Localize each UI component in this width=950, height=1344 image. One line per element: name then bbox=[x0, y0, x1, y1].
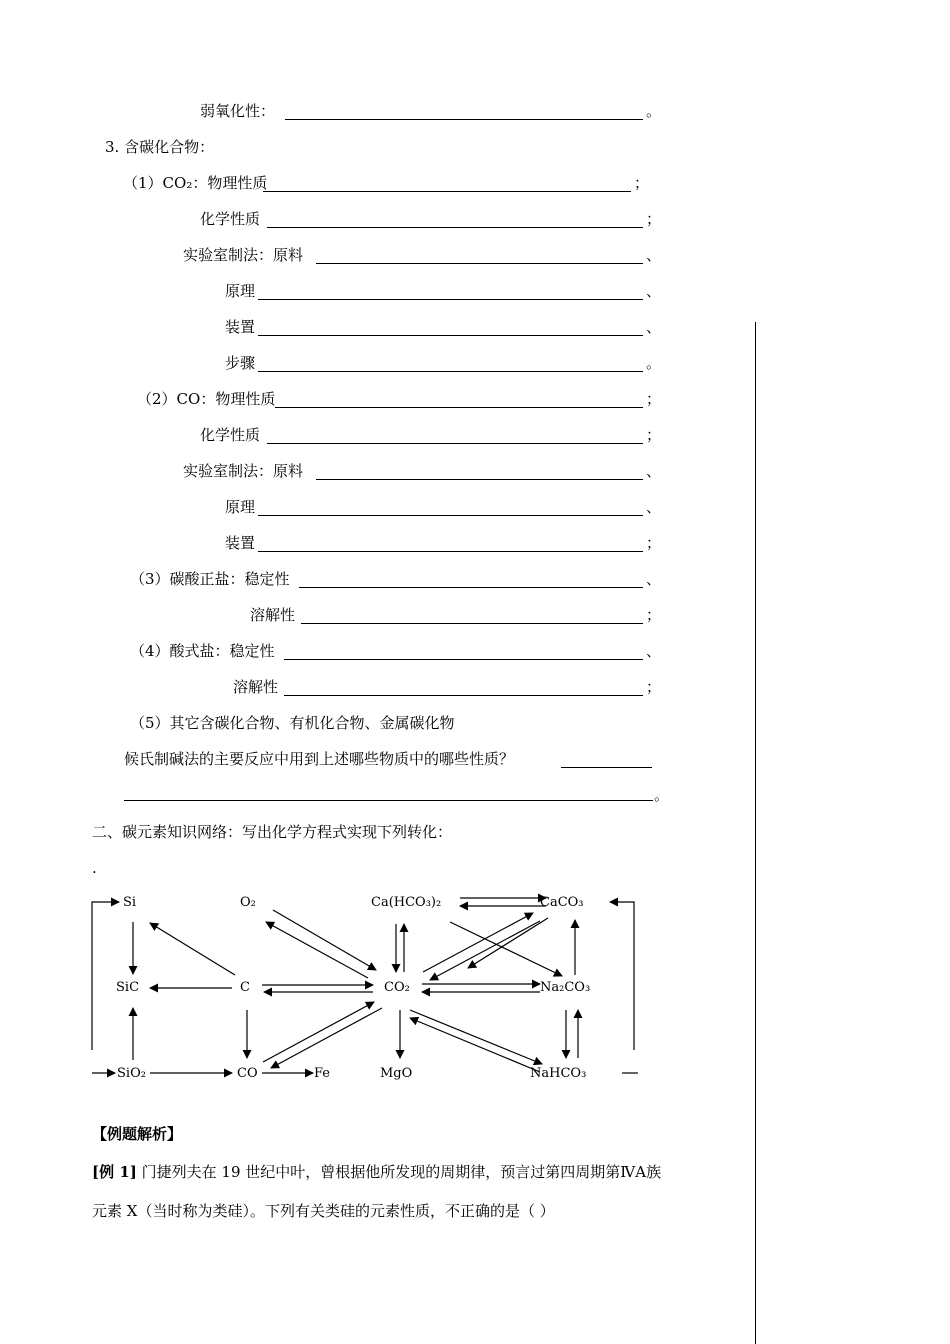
node-mgo: MgO bbox=[380, 1066, 413, 1081]
arrow-co2-co bbox=[271, 1008, 382, 1068]
arrow-co2-nahco3 bbox=[410, 1010, 542, 1064]
arrow-loop-to-caco3 bbox=[610, 902, 634, 1050]
co-chemical-label: 化学性质 bbox=[200, 426, 261, 444]
arrow-co2-o2 bbox=[266, 922, 368, 978]
pause-mark: 、 bbox=[646, 642, 662, 660]
semicolon-mark: ； bbox=[646, 678, 662, 696]
hou-question-text: 候氏制碱法的主要反应中用到上述哪些物质中的哪些性质？ bbox=[124, 750, 515, 768]
section-3-heading: 3. 含碳化合物： bbox=[105, 138, 215, 156]
semicolon-mark: ； bbox=[646, 210, 662, 228]
co2-chemical-label: 化学性质 bbox=[200, 210, 261, 228]
period-mark: 。 bbox=[654, 786, 670, 804]
pause-mark: 、 bbox=[646, 282, 662, 300]
node-co2: CO₂ bbox=[384, 980, 410, 995]
carbonate-stability-label: （3）碳酸正盐：稳定性 bbox=[130, 570, 290, 588]
section-network-heading: 二、碳元素知识网络：写出化学方程式实现下列转化： bbox=[92, 823, 453, 841]
example-heading: 【例题解析】 bbox=[92, 1125, 183, 1143]
pause-mark: 、 bbox=[646, 570, 662, 588]
node-sic: SiC bbox=[116, 980, 140, 995]
arrow-nahco3-co2 bbox=[410, 1018, 540, 1072]
period-mark: 。 bbox=[646, 102, 662, 120]
bicarbonate-solubility-label: 溶解性 bbox=[233, 678, 279, 696]
arrow-caco3-cross bbox=[468, 918, 548, 968]
arrow-loop-to-si bbox=[92, 902, 119, 1050]
semicolon-mark: ； bbox=[646, 426, 662, 444]
arrow-o2-co2 bbox=[273, 910, 376, 970]
co2-lab-material-label: 实验室制法：原料 bbox=[183, 246, 304, 264]
carbonate-solubility-label: 溶解性 bbox=[250, 606, 296, 624]
bicarbonate-stability-label: （4）酸式盐：稳定性 bbox=[130, 642, 275, 660]
node-si: Si bbox=[123, 895, 137, 910]
co2-principle-label: 原理 bbox=[225, 282, 256, 300]
semicolon-mark: ； bbox=[646, 390, 662, 408]
pause-mark: 、 bbox=[646, 246, 662, 264]
co-principle-label: 原理 bbox=[225, 498, 256, 516]
node-c: C bbox=[240, 980, 250, 995]
pause-mark: 、 bbox=[646, 318, 662, 336]
node-fe: Fe bbox=[314, 1066, 331, 1081]
node-nahco3: NaHCO₃ bbox=[530, 1066, 587, 1081]
other-compounds-label: （5）其它含碳化合物、有机化合物、金属碳化物 bbox=[130, 714, 455, 732]
arrow-caco3-co2 bbox=[430, 921, 540, 980]
arrow-co-co2 bbox=[263, 1002, 374, 1062]
period-mark: 。 bbox=[646, 354, 662, 372]
semicolon-mark: ； bbox=[646, 534, 662, 552]
stray-dot: . bbox=[92, 859, 97, 877]
co2-steps-label: 步骤 bbox=[225, 354, 256, 372]
example-1-text: 门捷列夫在 19 世纪中叶，曾根据他所发现的周期律，预言过第四周期第ⅣA族 bbox=[141, 1163, 662, 1181]
node-co: CO bbox=[237, 1066, 258, 1081]
node-ca-hco3-2: Ca(HCO₃)₂ bbox=[371, 895, 442, 910]
co2-physical-label: （1）CO₂：物理性质 bbox=[123, 174, 268, 192]
semicolon-mark: ； bbox=[646, 606, 662, 624]
co-physical-label: （2）CO：物理性质 bbox=[137, 390, 276, 408]
node-caco3: CaCO₃ bbox=[540, 895, 584, 910]
pause-mark: 、 bbox=[646, 462, 662, 480]
example-1-tag: [例 1] bbox=[92, 1163, 137, 1181]
example-1-line-2: 元素 X（当时称为类硅）。下列有关类硅的元素性质，不正确的是（ ） bbox=[92, 1202, 555, 1220]
node-o2: O₂ bbox=[240, 895, 256, 910]
pause-mark: 、 bbox=[646, 498, 662, 516]
arrow-c-si bbox=[150, 923, 235, 975]
co-apparatus-label: 装置 bbox=[225, 534, 256, 552]
example-1-line-1 bbox=[92, 1162, 661, 1182]
co-lab-material-label: 实验室制法：原料 bbox=[183, 462, 304, 480]
co2-apparatus-label: 装置 bbox=[225, 318, 256, 336]
arrow-co2-caco3 bbox=[423, 913, 533, 972]
weak-oxidation-label: 弱氧化性： bbox=[200, 102, 276, 120]
node-sio2: SiO₂ bbox=[117, 1066, 146, 1081]
node-na2co3: Na₂CO₃ bbox=[540, 980, 591, 995]
semicolon-mark: ； bbox=[634, 174, 650, 192]
